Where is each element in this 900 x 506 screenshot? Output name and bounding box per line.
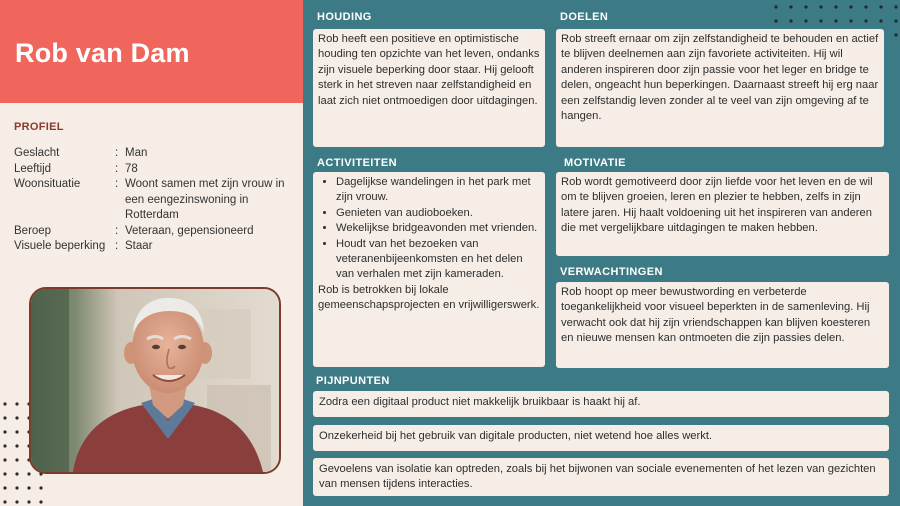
activiteiten-card [313, 172, 545, 367]
houding-card [313, 29, 545, 147]
profile-separator: : [115, 162, 119, 175]
doelen-title: DOELEN [560, 11, 609, 23]
persona-photo-icon [31, 289, 279, 472]
list-item: • Dagelijkse wandelingen in het park met zijn vrouw. [336, 175, 540, 206]
profile-label: Leeftijd [14, 162, 52, 175]
list-item: • Wekelijkse bridgeavonden met vrienden. [336, 221, 540, 236]
activiteiten-list [318, 175, 540, 283]
motivatie-card [556, 172, 889, 256]
doelen-card [556, 29, 884, 147]
pijnpunt-text: Zodra een digitaal product niet makkelijk bruikbaar is haakt hij af. [319, 396, 641, 408]
profile-value: Veteraan, gepensioneerd [125, 224, 254, 237]
profile-value: 78 [125, 162, 138, 175]
pijnpunt-text: Gevoelens van isolatie kan optreden, zoals bij het bijwonen van sociale evenementen of het lezen van gezichten van mensen tijdens interacties. [319, 463, 876, 491]
profile-row-impairment [14, 239, 294, 255]
pijnpunten-title: PIJNPUNTEN [316, 375, 390, 387]
profile-row-age [14, 162, 294, 178]
pijnpunt-card-1 [313, 391, 889, 417]
profile-title: PROFIEL [14, 121, 64, 133]
activiteiten-title: ACTIVITEITEN [317, 157, 397, 169]
profile-row-profession [14, 224, 294, 240]
profile-value: Staar [125, 240, 153, 252]
profile-row-living [14, 177, 294, 224]
list-item: • Genieten van audioboeken. [336, 206, 540, 221]
verwachtingen-title: VERWACHTINGEN [560, 266, 663, 278]
profile-separator: : [115, 240, 119, 252]
profile-label: Beroep [14, 224, 52, 237]
profile-label: Geslacht [14, 147, 60, 159]
profile-label: Woonsituatie [14, 178, 81, 190]
pijnpunt-text: Onzekerheid bij het gebruik van digitale producten, niet wetend hoe alles werkt. [319, 430, 713, 442]
profile-separator: : [115, 147, 119, 159]
profile-details [14, 146, 294, 255]
name-banner [0, 0, 303, 103]
pijnpunt-card-3 [313, 458, 889, 496]
profile-row-gender [14, 146, 294, 162]
verwachtingen-card [556, 282, 889, 368]
profile-value: Man [125, 147, 148, 159]
profile-separator: : [115, 224, 119, 237]
persona-photo [29, 287, 281, 474]
left-panel [0, 0, 303, 506]
doelen-text: Rob streeft ernaar om zijn zelfstandigheid te behouden en actief te blijven deelnemen aan zijn favoriete activiteiten. Hij wil anderen inspireren door zijn passie voor het leger en bridge te delen, ongeacht hun beperkingen. Daarnaast streeft hij erg naar een zelfstandig leven zonder al te veel van zijn omgeving af te hangen. [561, 33, 879, 123]
activiteiten-footer: Rob is betrokken bij lokale gemeenschapsprojecten en vrijwilligerswerk. [318, 283, 540, 312]
persona-name: Rob van Dam [15, 38, 190, 68]
profile-value: Woont samen met zijn vrouw in een eengezinswoning in Rotterdam [125, 178, 285, 221]
motivatie-title: MOTIVATIE [564, 157, 626, 169]
profile-label: Visuele beperking [14, 240, 106, 252]
verwachtingen-text: Rob hoopt op meer bewustwording en verbeterde toegankelijkheid voor visueel beperkten in de samenleving. Hij verwacht ook dat hij zijn vriendschappen kan blijven koesteren en nieuwe mensen kan ontmoeten die zijn passies delen. [561, 286, 871, 345]
houding-title: HOUDING [317, 11, 372, 23]
profile-separator: : [115, 178, 119, 190]
motivatie-text: Rob wordt gemotiveerd door zijn liefde voor het leven en de wil om te blijven groeien, leren en plezier te hebben, zelfs in zijn latere jaren. Hij haalt voldoening uit het inspireren van anderen die met vergelijkbare uitdagingen te maken hebben. [561, 176, 873, 235]
pijnpunt-card-2 [313, 425, 889, 451]
list-item: • Houdt van het bezoeken van veteranenbijeenkomsten en het delen van verhalen met zijn kameraden. [336, 237, 540, 283]
houding-text: Rob heeft een positieve en optimistische houding ten opzichte van het leven, ondanks zijn visuele beperking door staar. Hij gelooft sterk in het streven naar zelfstandigheid en laat zich niet ontmoedigen door uitdagingen. [318, 33, 540, 107]
